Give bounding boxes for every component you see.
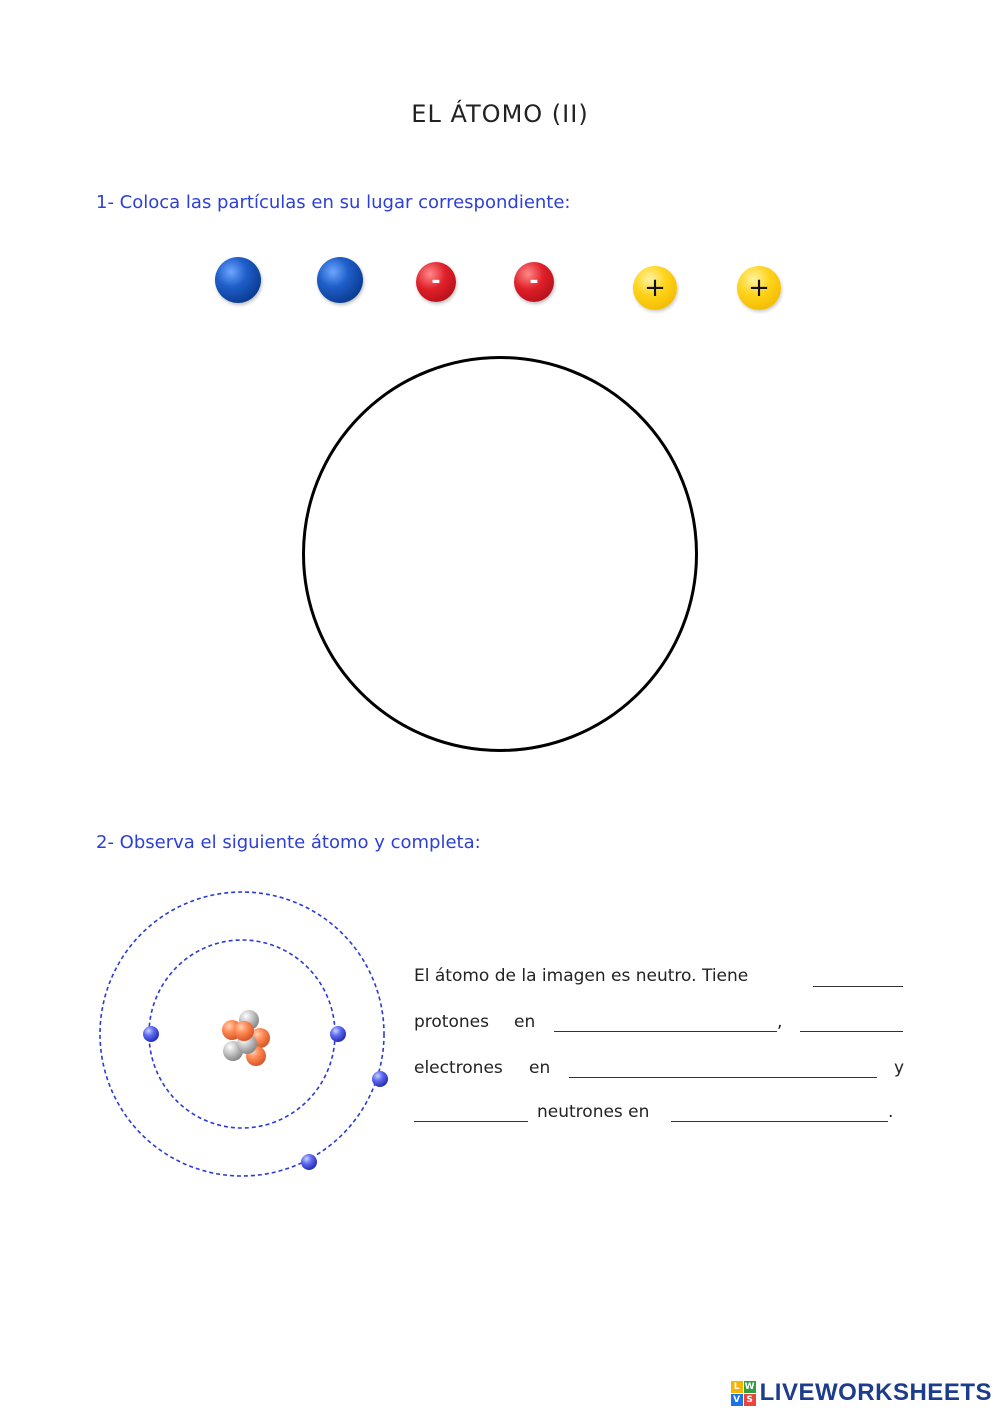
plus-sign: + [644, 273, 666, 303]
y-label: y [894, 1058, 905, 1078]
liveworksheets-logo [731, 1379, 992, 1407]
comma-label: , [777, 1012, 783, 1032]
page-title: EL ÁTOMO (II) [411, 100, 589, 128]
atom-drop-zone[interactable] [302, 356, 698, 752]
protones-label: protones [414, 1012, 489, 1032]
protons-location-blank[interactable] [554, 1031, 777, 1032]
protons-count-blank[interactable] [813, 986, 903, 987]
section-2-heading: 2- Observa el siguiente átomo y completa: [96, 832, 481, 853]
plus-sign: + [748, 273, 770, 303]
neutron-particle[interactable] [215, 257, 261, 303]
section-1-heading: 1- Coloca las partículas en su lugar correspondiente: [96, 192, 571, 213]
electron-dot [301, 1154, 317, 1170]
neutrons-count-blank[interactable] [414, 1121, 528, 1122]
period-label: . [888, 1102, 894, 1122]
electrones-label: electrones [414, 1058, 503, 1078]
brand-name: LIVEWORKSHEETS [759, 1379, 992, 1406]
minus-sign: - [529, 269, 539, 294]
proton-particle[interactable] [737, 266, 781, 310]
electron-particle[interactable] [416, 262, 456, 302]
nucleus [222, 1010, 270, 1066]
atom-illustration [92, 884, 398, 1188]
neutrons-location-blank[interactable] [671, 1121, 888, 1122]
neutron-particle[interactable] [317, 257, 363, 303]
electron-particle[interactable] [514, 262, 554, 302]
sentence-line-1: El átomo de la imagen es neutro. Tiene [414, 966, 749, 986]
logo-icon: L W V S [731, 1381, 756, 1406]
minus-sign: - [431, 269, 441, 294]
electron-dot [143, 1026, 159, 1042]
electrons-location-blank[interactable] [569, 1077, 877, 1078]
electrons-count-blank[interactable] [800, 1031, 903, 1032]
proton-particle[interactable] [633, 266, 677, 310]
en-label: en [514, 1012, 536, 1032]
electron-dot [330, 1026, 346, 1042]
neutrones-en-label: neutrones en [537, 1102, 650, 1122]
electron-dot [372, 1071, 388, 1087]
en-label: en [529, 1058, 551, 1078]
